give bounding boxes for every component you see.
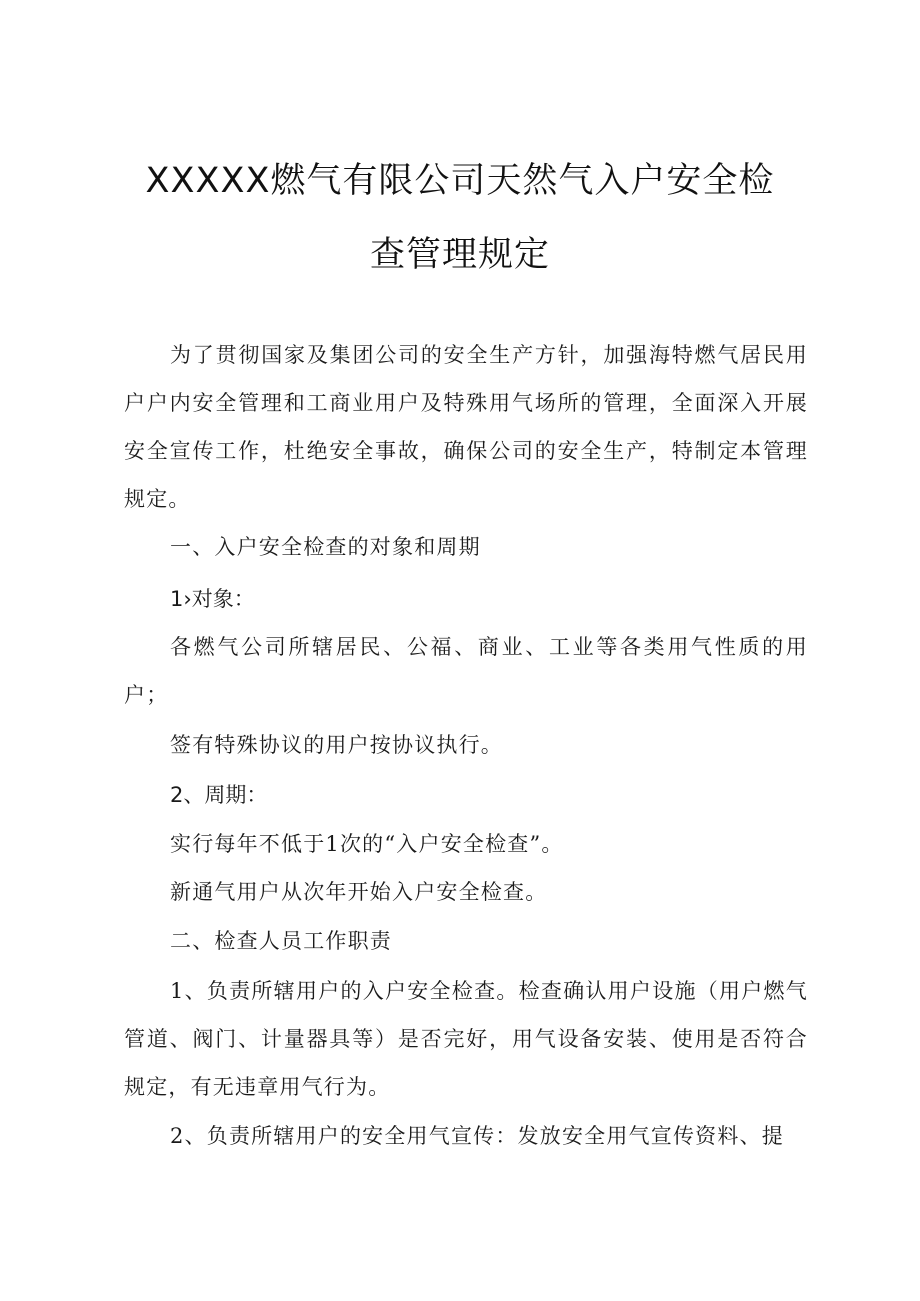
- period-text-2: 新通气用户从次年开始入户安全检查。: [170, 880, 548, 904]
- object-label: 1›对象：: [170, 587, 255, 611]
- duty-item-2: 2、负责所辖用户的安全用气宣传：发放安全用气宣传资料、提: [170, 1124, 784, 1148]
- object-text-1: 各燃气公司所辖居民、公福、商业、工业等各类用气性质的用户；: [124, 635, 808, 707]
- object-text-2: 签有特殊协议的用户按协议执行。: [170, 733, 503, 757]
- section-2-heading: 二、检查人员工作职责: [170, 929, 392, 953]
- document-title-line-1: XXXXX燃气有限公司天然气入户安全检: [145, 161, 775, 201]
- section-1-heading: 一、入户安全检查的对象和周期: [170, 535, 481, 559]
- intro-paragraph: 为了贯彻国家及集团公司的安全生产方针，加强海特燃气居民用户户内安全管理和工商业用户及特殊用气场所的管理，全面深入开展安全宣传工作，杜绝安全事故，确保公司的安全生产，特制定本管理规定。: [124, 343, 808, 511]
- document-title-line-2: 查管理规定: [369, 235, 550, 275]
- duty-item-1: 1、负责所辖用户的入户安全检查。检查确认用户设施（用户燃气管道、阀门、计量器具等）是否完好，用气设备安装、使用是否符合规定，有无违章用气行为。: [124, 979, 808, 1099]
- period-text-1: 实行每年不低于1次的“入户安全检查”。: [170, 832, 564, 856]
- period-label: 2、周期：: [170, 783, 268, 807]
